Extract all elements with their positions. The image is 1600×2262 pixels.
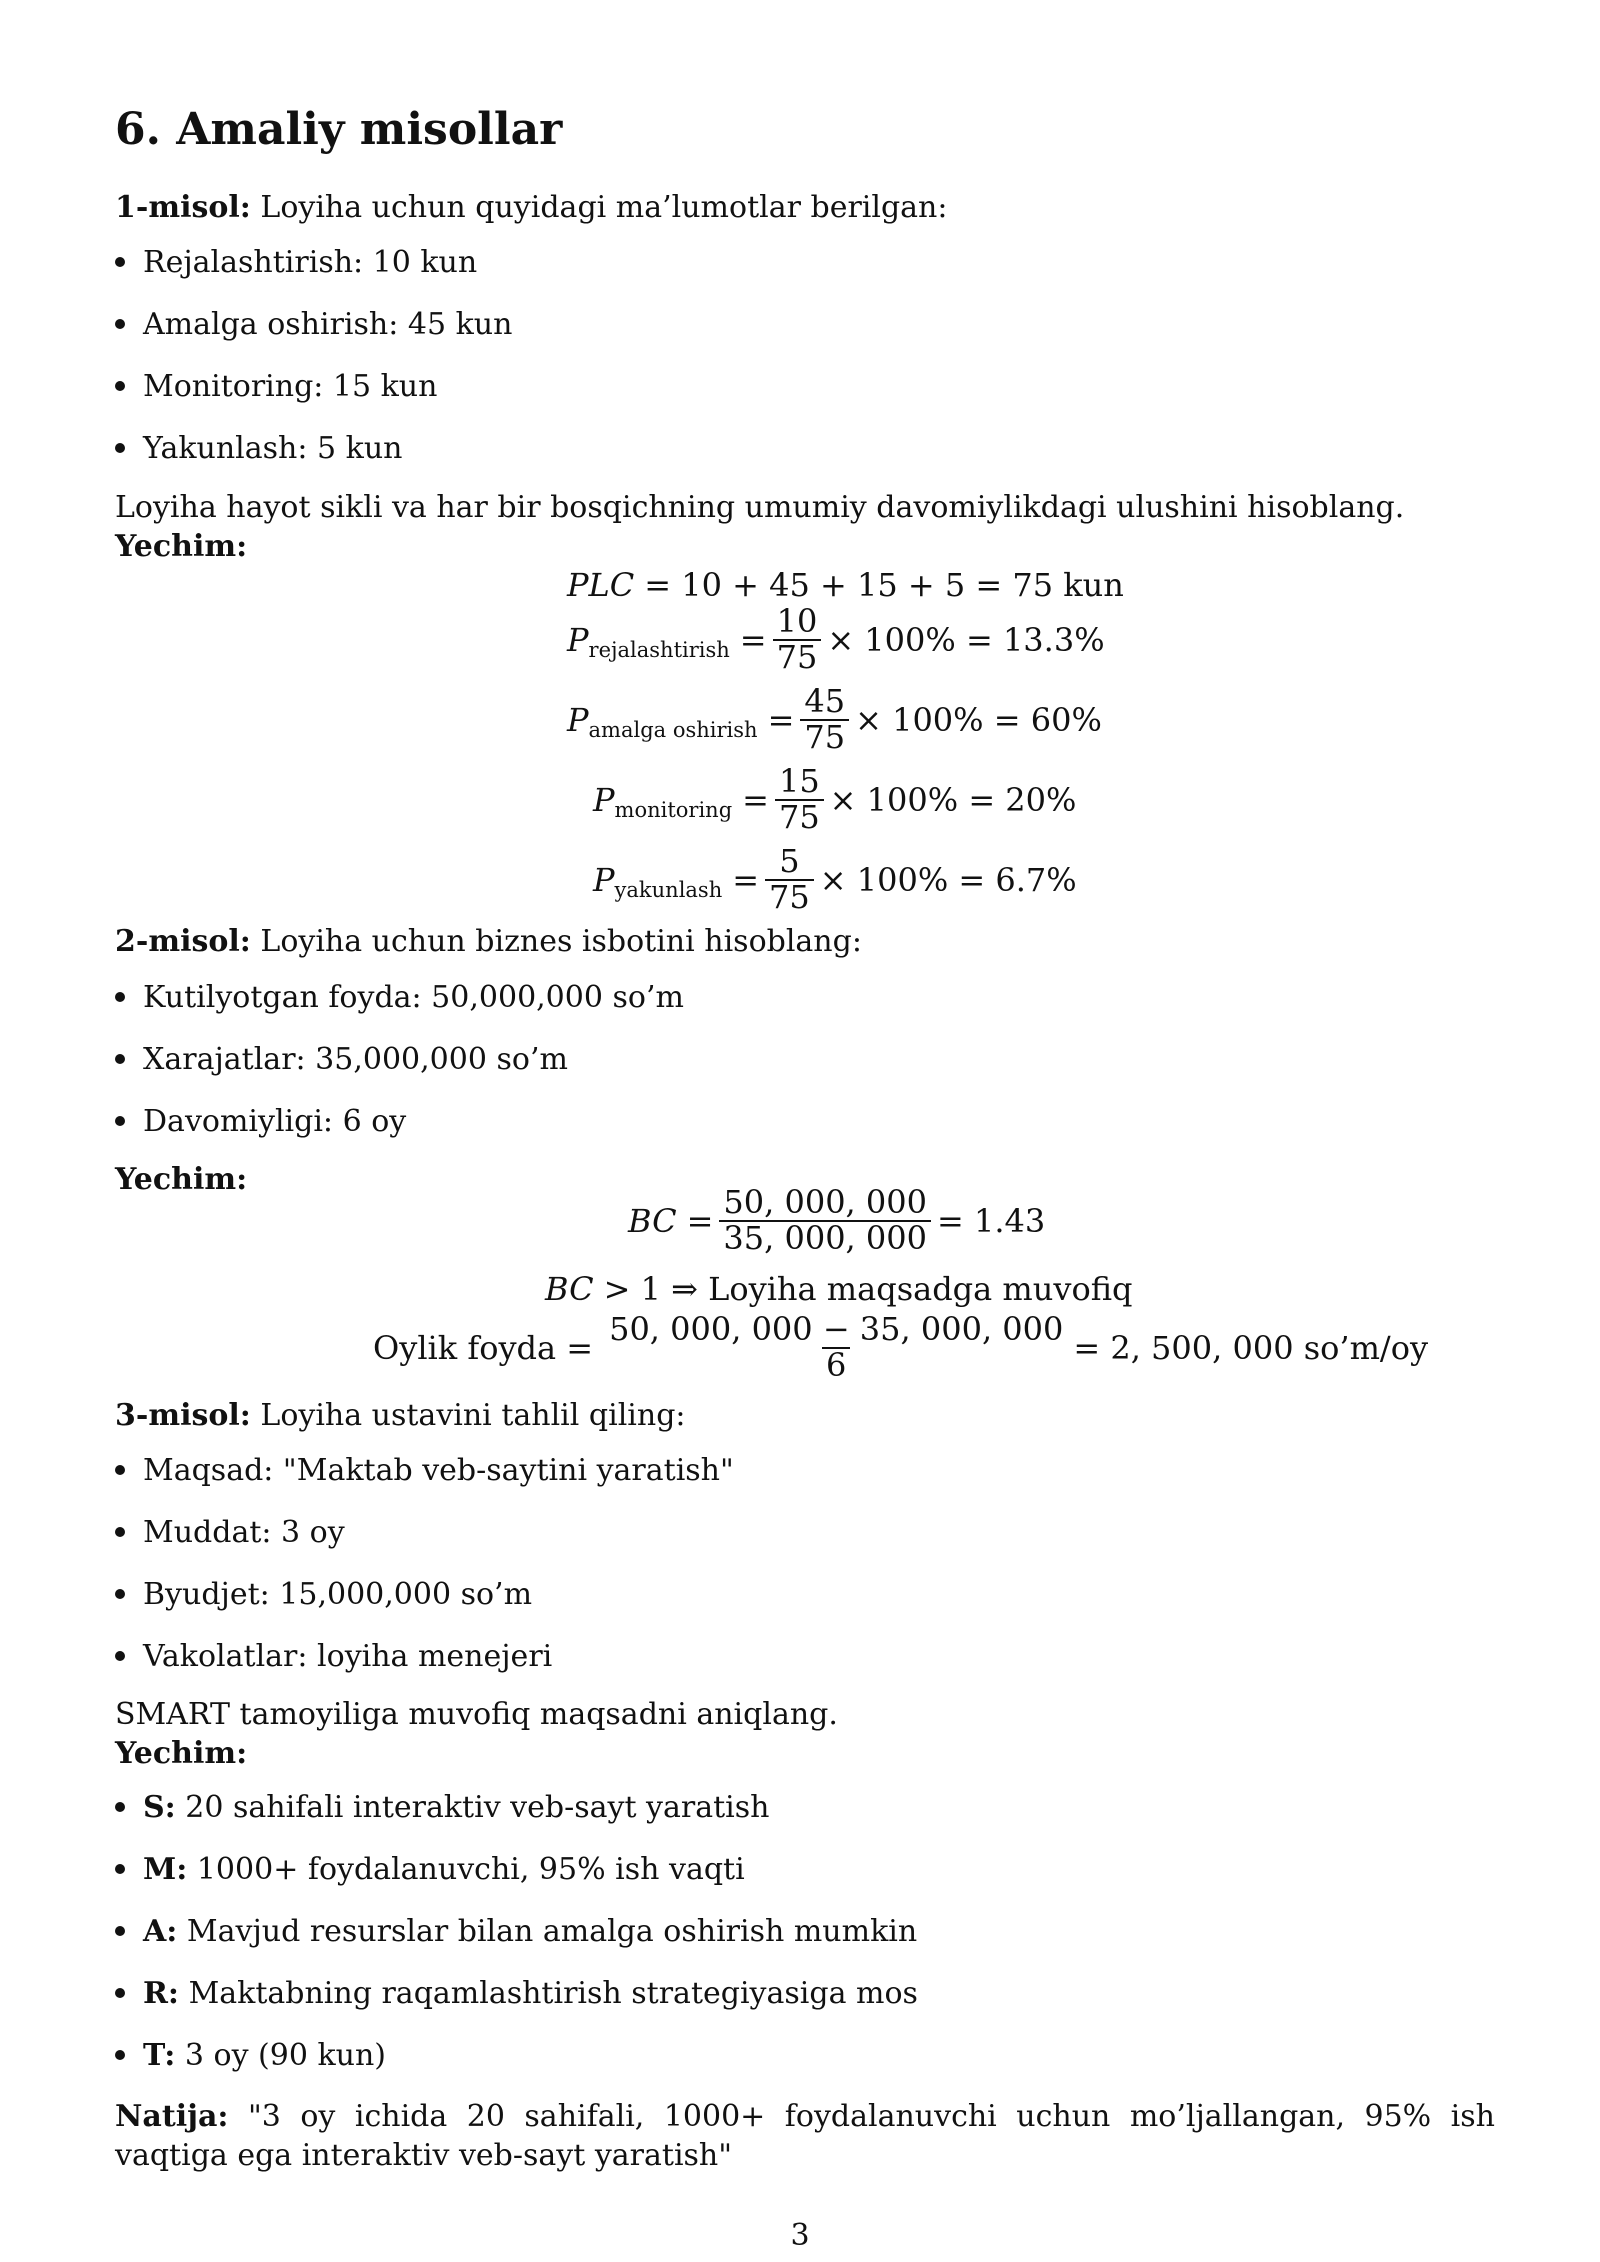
list-item: Vakolatlar: loyiha menejeri: [115, 1639, 552, 1674]
bullet-icon: [115, 1926, 125, 1936]
ex2-intro: Loyiha uchun biznes isbotini hisoblang:: [260, 924, 862, 959]
list-item: Muddat: 3 oy: [115, 1515, 345, 1550]
bullet-icon: [115, 257, 125, 267]
fraction: $\frac{15}{75}$: [775, 765, 824, 834]
bullet-icon: [115, 1864, 125, 1874]
bc-condition: BC > 1 ⇒ Loyiha maqsadga muvofiq: [545, 1270, 1133, 1308]
bullet-icon: [115, 1054, 125, 1064]
page-number: 3: [790, 2218, 810, 2253]
share-row-amalga-oshirish: P amalga oshirish = $\frac{45}{75}$ × 100% = 60%: [567, 682, 1102, 756]
fraction: $\frac{10}{75}$: [773, 605, 822, 674]
bullet-icon: [115, 1116, 125, 1126]
ex3-intro-line: [115, 1398, 686, 1433]
smart-item-t: T: 3 oy (90 kun): [115, 2038, 386, 2073]
bullet-icon: [115, 381, 125, 391]
list-item: Davomiyligi: 6 oy: [115, 1104, 406, 1139]
bullet-icon: [115, 319, 125, 329]
fraction: $\frac{50, 000, 000}{35, 000, 000}$: [719, 1186, 931, 1255]
fraction: $\frac{45}{75}$: [800, 685, 849, 754]
share-row-yakunlash: P yakunlash = $\frac{5}{75}$ × 100% = 6.7%: [593, 842, 1077, 916]
bullet-icon: [115, 443, 125, 453]
ex3-task: SMART tamoyiliga muvofiq maqsadni aniqlang.: [115, 1697, 838, 1732]
ex2-label: 2-misol:: [115, 924, 251, 959]
bullet-icon: [115, 2050, 125, 2060]
bullet-icon: [115, 992, 125, 1002]
monthly-profit-equation: Oylik foyda = $\frac{50, 000, 000 - 35, 000, 000}{6}$ = 2, 500, 000 so’m/oy: [373, 1310, 1429, 1384]
ex2-intro-line: [115, 924, 862, 959]
result-label: Natija:: [115, 2099, 229, 2134]
fraction: $\frac{50, 000, 000 - 35, 000, 000}{6}$: [609, 1310, 1064, 1384]
list-item: Maqsad: "Maktab veb-saytini yaratish": [115, 1453, 734, 1488]
result-text: "3 oy ichida 20 sahifali, 1000+ foydalanuvchi uchun mo’ljallangan, 95% ish vaqtiga ega interaktiv veb-sayt yaratish": [115, 2099, 1495, 2173]
smart-item-s: S: 20 sahifali interaktiv veb-sayt yaratish: [115, 1790, 769, 1825]
ex1-task: Loyiha hayot sikli va har bir bosqichning umumiy davomiylikdagi ulushini hisoblang.: [115, 490, 1405, 525]
list-item: Rejalashtirish: 10 kun: [115, 245, 477, 280]
smart-item-r: R: Maktabning raqamlashtirish strategiyasiga mos: [115, 1976, 918, 2011]
ex1-solution-label: Yechim:: [115, 529, 248, 564]
list-item: Yakunlash: 5 kun: [115, 431, 402, 466]
plc-value: = 10 + 45 + 15 + 5 = 75 kun: [644, 566, 1124, 604]
bullet-icon: [115, 1988, 125, 1998]
list-item: Byudjet: 15,000,000 so’m: [115, 1577, 532, 1612]
share-row-monitoring: P monitoring = $\frac{15}{75}$ × 100% = 20%: [593, 762, 1077, 836]
share-row-rejalashtirish: P rejalashtirish = $\frac{10}{75}$ × 100% = 13.3%: [567, 602, 1105, 676]
bullet-icon: [115, 1589, 125, 1599]
list-item: Xarajatlar: 35,000,000 so’m: [115, 1042, 568, 1077]
ex2-solution-label: Yechim:: [115, 1162, 248, 1197]
bc-equation: BC = $\frac{50, 000, 000}{35, 000, 000}$ = 1.43: [628, 1183, 1046, 1257]
list-item: Amalga oshirish: 45 kun: [115, 307, 512, 342]
ex1-intro-line: [115, 190, 948, 225]
section-title: 6. Amaliy misollar: [115, 104, 563, 155]
ex3-solution-label: Yechim:: [115, 1736, 248, 1771]
bullet-icon: [115, 1527, 125, 1537]
bullet-icon: [115, 1651, 125, 1661]
list-item: Kutilyotgan foyda: 50,000,000 so’m: [115, 980, 684, 1015]
plc-equation: [567, 566, 1124, 604]
bullet-icon: [115, 1802, 125, 1812]
list-item: Monitoring: 15 kun: [115, 369, 437, 404]
plc-symbol: PLC: [567, 566, 635, 604]
ex1-label: 1-misol:: [115, 190, 251, 225]
bullet-icon: [115, 1465, 125, 1475]
ex1-intro: Loyiha uchun quyidagi ma’lumotlar berilgan:: [260, 190, 948, 225]
smart-item-a: A: Mavjud resurslar bilan amalga oshirish mumkin: [115, 1914, 917, 1949]
ex3-intro: Loyiha ustavini tahlil qiling:: [260, 1398, 686, 1433]
ex3-label: 3-misol:: [115, 1398, 251, 1433]
smart-item-m: M: 1000+ foydalanuvchi, 95% ish vaqti: [115, 1852, 745, 1887]
fraction: $\frac{5}{75}$: [765, 845, 814, 914]
result-paragraph: [115, 2097, 1495, 2175]
